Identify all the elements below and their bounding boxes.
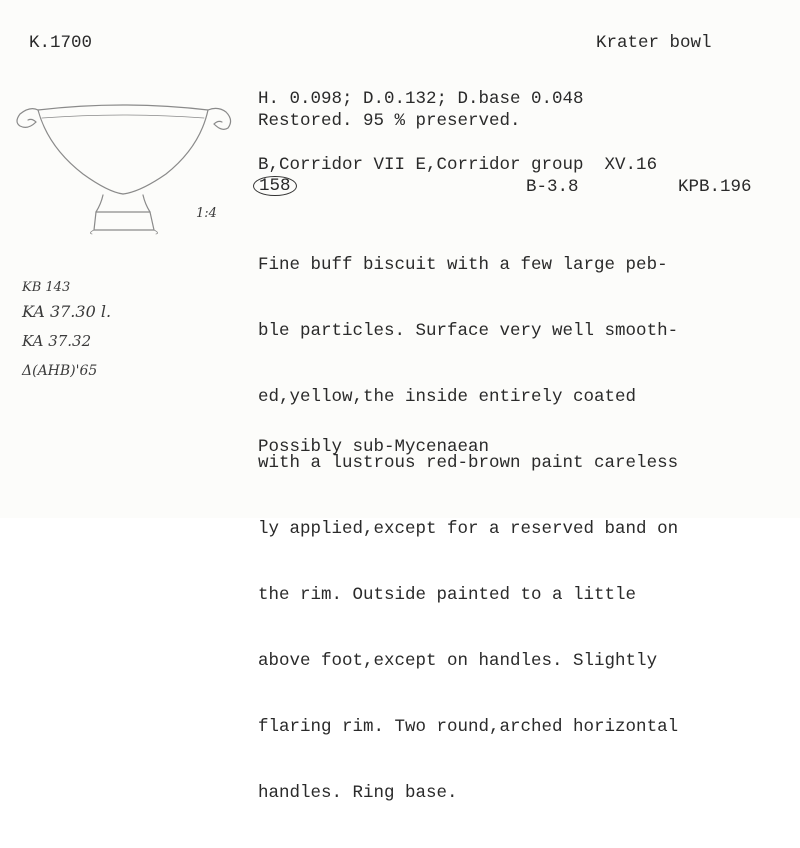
handwritten-ref-kb: KB 143 [22, 280, 71, 295]
description-line: Fine buff biscuit with a few large peb- [258, 255, 668, 275]
circled-number [253, 175, 297, 197]
description-line: with a lustrous red-brown paint careless [258, 453, 679, 473]
object-type: Krater bowl [596, 33, 712, 53]
description-line: ed,yellow,the inside entirely coated [258, 387, 637, 407]
findspot: B,Corridor VII E,Corridor group XV.16 [258, 155, 658, 175]
description-line: flaring rim. Two round,arched horizontal [258, 717, 679, 737]
description [258, 210, 798, 848]
handwritten-ref-ka-1: KA 37.30 l. [22, 302, 112, 321]
dimensions: H. 0.098; D.0.132; D.base 0.048 [258, 89, 584, 109]
description-line: ble particles. Surface very well smooth- [258, 321, 679, 341]
catalog-number: K.1700 [29, 33, 93, 53]
scale-note: 1:4 [196, 206, 217, 221]
kpb-number: KPB.196 [678, 177, 752, 197]
handwritten-ref-delta: Δ(AHB)'65 [22, 363, 98, 379]
conclusion: Possibly sub-Mycenaean [258, 437, 490, 457]
circled-number-value: 158 [253, 176, 297, 196]
level: B-3.8 [526, 177, 579, 197]
description-line: ly applied,except for a reserved band on [258, 519, 679, 539]
description-line: handles. Ring base. [258, 783, 458, 803]
description-line: the rim. Outside painted to a little [258, 585, 637, 605]
description-line: above foot,except on handles. Slightly [258, 651, 658, 671]
handwritten-ref-ka-2: KA 37.32 [22, 332, 92, 350]
condition: Restored. 95 % preserved. [258, 111, 521, 131]
